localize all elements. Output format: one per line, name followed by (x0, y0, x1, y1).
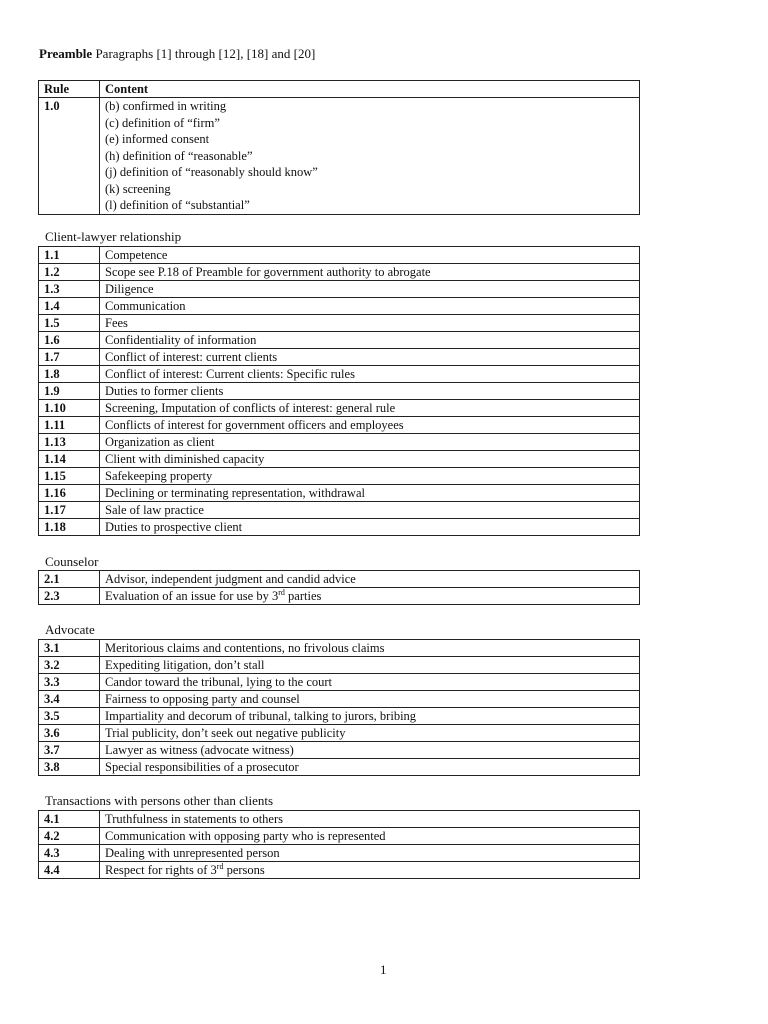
definition-item: (e) informed consent (105, 132, 210, 146)
table-row (39, 691, 640, 708)
table-row (39, 828, 640, 845)
section-title: Transactions with persons other than clients (45, 793, 274, 808)
table-row (39, 383, 640, 400)
table-row (39, 247, 640, 264)
rule-number: 1.3 (39, 281, 100, 298)
rule-number: 2.3 (39, 588, 100, 605)
rule-description (100, 862, 640, 879)
rule-description (100, 417, 640, 434)
ordinal-suffix: rd (216, 861, 224, 871)
table-row (39, 742, 640, 759)
rule-description (100, 264, 640, 281)
rule-number: 3.2 (39, 657, 100, 674)
rule-description (100, 742, 640, 759)
rule-number: 1.17 (39, 502, 100, 519)
table-row (39, 264, 640, 281)
table-row (39, 451, 640, 468)
description-text: Diligence (105, 282, 154, 296)
table-row (39, 315, 640, 332)
rule-description (100, 485, 640, 502)
table-row (39, 862, 640, 879)
table-row (39, 417, 640, 434)
rule-number: 3.4 (39, 691, 100, 708)
rule-description (100, 366, 640, 383)
rule-number: 1.0 (39, 98, 100, 215)
definition-item: (k) screening (105, 181, 171, 196)
table-row (39, 674, 640, 691)
description-text: Candor toward the tribunal, lying to the court (105, 675, 333, 689)
description-text: Client with diminished capacity (105, 452, 265, 466)
rule-description (100, 349, 640, 366)
table-row (39, 281, 640, 298)
rule-number: 2.1 (39, 571, 100, 588)
description-text: Advisor, independent judgment and candid advice (105, 572, 356, 586)
definition-item: (l) definition of “substantial” (105, 198, 250, 212)
table-row (39, 434, 640, 451)
description-text: Special responsibilities of a prosecutor (105, 760, 299, 774)
rule-number: 1.13 (39, 434, 100, 451)
rules-table (38, 639, 640, 776)
description-text: Scope see P.18 of Preamble for government authority to abrogate (105, 265, 431, 279)
description-text: Lawyer as witness (advocate witness) (105, 743, 294, 757)
table-row (39, 588, 640, 605)
rule-number: 3.8 (39, 759, 100, 776)
section-title: Client-lawyer relationship (45, 229, 182, 244)
rule-number: 3.5 (39, 708, 100, 725)
definition-item: (j) definition of “reasonably should know” (105, 165, 318, 179)
description-text: Conflict of interest: current clients (105, 350, 278, 364)
table-row (39, 485, 640, 502)
rule-number: 1.11 (39, 417, 100, 434)
rule-description (100, 759, 640, 776)
rule-description (100, 571, 640, 588)
table-row (39, 725, 640, 742)
rule-description (100, 434, 640, 451)
table-row (39, 811, 640, 828)
rule-number: 1.16 (39, 485, 100, 502)
description-text: Fees (105, 316, 128, 330)
rule-number: 1.6 (39, 332, 100, 349)
table-row (39, 708, 640, 725)
rule-number: 1.4 (39, 298, 100, 315)
description-text: Declining or terminating representation, withdrawal (105, 486, 365, 500)
section-title: Advocate (45, 622, 95, 637)
rule-number: 1.15 (39, 468, 100, 485)
rule-description (100, 811, 640, 828)
table-row (39, 571, 640, 588)
description-text: Conflicts of interest for government officers and employees (105, 418, 404, 432)
rule-description (100, 468, 640, 485)
rule-number: 4.1 (39, 811, 100, 828)
rule-description (100, 519, 640, 536)
table-row (39, 98, 640, 215)
description-text: Duties to prospective client (105, 520, 243, 534)
section-title: Counselor (45, 554, 99, 569)
definition-item: (c) definition of “firm” (105, 115, 220, 130)
rules-table (38, 810, 640, 879)
description-text: Dealing with unrepresented person (105, 846, 280, 860)
description-text: Safekeeping property (105, 469, 213, 483)
rule-description (100, 383, 640, 400)
rule-description (100, 657, 640, 674)
table-row (39, 349, 640, 366)
ordinal-suffix: rd (278, 587, 285, 597)
preamble-text: Paragraphs [1] through [12], [18] and [20] (92, 46, 316, 61)
description-text: Respect for rights of 3 (105, 863, 217, 877)
table-header-row (39, 81, 640, 98)
table-row (39, 400, 640, 417)
rule-description (100, 451, 640, 468)
description-text: Impartiality and decorum of tribunal, talking to jurors, bribing (105, 709, 417, 723)
preamble-label: Preamble (39, 46, 93, 61)
rule-number: 3.6 (39, 725, 100, 742)
description-text: Trial publicity, don’t seek out negative publicity (105, 726, 346, 740)
rule-description (100, 674, 640, 691)
definition-item: (b) confirmed in writing (105, 99, 227, 113)
table-row (39, 845, 640, 862)
description-text: Meritorious claims and contentions, no frivolous claims (105, 641, 385, 655)
rules-table (38, 570, 640, 605)
rule-description (100, 845, 640, 862)
table-row (39, 519, 640, 536)
rule-description (100, 708, 640, 725)
rule-number: 1.14 (39, 451, 100, 468)
definition-item: (h) definition of “reasonable” (105, 148, 253, 163)
rule-number: 1.7 (39, 349, 100, 366)
description-text: Competence (105, 248, 168, 262)
description-text-tail: persons (223, 863, 265, 877)
rule-number: 1.10 (39, 400, 100, 417)
rule-number: 3.3 (39, 674, 100, 691)
rule-number: 3.7 (39, 742, 100, 759)
rule-description (100, 400, 640, 417)
rule-number: 1.8 (39, 366, 100, 383)
header-rule: Rule (39, 81, 100, 98)
rules-table (38, 246, 640, 536)
description-text: Evaluation of an issue for use by 3 (105, 589, 279, 603)
rule-description (100, 502, 640, 519)
table-row (39, 468, 640, 485)
rule-description (100, 828, 640, 845)
table-row (39, 502, 640, 519)
table-row (39, 332, 640, 349)
rule-description (100, 725, 640, 742)
rule-description (100, 332, 640, 349)
rule-description (100, 298, 640, 315)
rule-number: 4.3 (39, 845, 100, 862)
table-row (39, 298, 640, 315)
preamble-line (39, 46, 315, 62)
rule-description (100, 247, 640, 264)
rule-number: 4.2 (39, 828, 100, 845)
definitions-table (38, 80, 640, 215)
rule-number: 1.9 (39, 383, 100, 400)
description-text: Conflict of interest: Current clients: Specific rules (105, 367, 355, 381)
table-row (39, 366, 640, 383)
description-text: Screening, Imputation of conflicts of interest: general rule (105, 401, 396, 415)
page-number: 1 (380, 962, 387, 977)
description-text: Organization as client (105, 435, 215, 449)
rule-number: 1.1 (39, 247, 100, 264)
description-text: Communication with opposing party who is represented (105, 829, 386, 843)
description-text-tail: parties (284, 589, 322, 603)
table-row (39, 759, 640, 776)
description-text: Sale of law practice (105, 503, 204, 517)
description-text: Fairness to opposing party and counsel (105, 692, 300, 706)
description-text: Communication (105, 299, 186, 313)
rule-description (100, 315, 640, 332)
rule-number: 1.2 (39, 264, 100, 281)
table-row (39, 640, 640, 657)
description-text: Duties to former clients (105, 384, 224, 398)
rule-number: 1.18 (39, 519, 100, 536)
description-text: Expediting litigation, don’t stall (105, 658, 265, 672)
rule-description (100, 640, 640, 657)
description-text: Confidentiality of information (105, 333, 257, 347)
description-text: Truthfulness in statements to others (105, 812, 284, 826)
rule-description (100, 691, 640, 708)
rule-description (100, 588, 640, 605)
header-content: Content (100, 81, 640, 98)
definitions-list (100, 98, 640, 215)
rule-description (100, 281, 640, 298)
rule-number: 4.4 (39, 862, 100, 879)
rule-number: 1.5 (39, 315, 100, 332)
rule-number: 3.1 (39, 640, 100, 657)
table-row (39, 657, 640, 674)
